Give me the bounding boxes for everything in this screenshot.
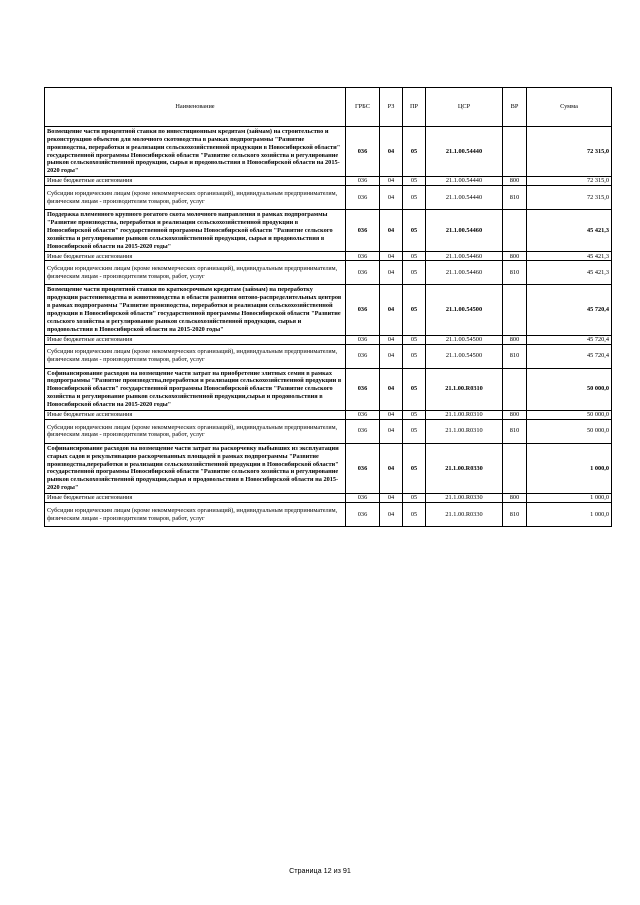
cell-pr: 05 [403,368,426,410]
cell-vr [503,127,527,177]
cell-csr: 21.1.00.54460 [426,261,503,285]
header-name: Наименование [45,88,346,127]
cell-grbs: 036 [346,419,380,443]
cell-sum: 50 000,0 [527,368,612,410]
cell-vr: 810 [503,261,527,285]
cell-sum: 1 000,0 [527,443,612,493]
cell-csr: 21.1.00.54440 [426,186,503,210]
header-csr: ЦСР [426,88,503,127]
cell-sum: 1 000,0 [527,494,612,503]
cell-grbs: 036 [346,285,380,335]
cell-csr: 21.1.00.R0310 [426,368,503,410]
cell-name: Иные бюджетные ассигнования [45,494,346,503]
cell-name: Субсидии юридическим лицам (кроме некоммерческих организаций), индивидуальным предпринимателям, физическим лицам - производителям товаров, работ, услуг [45,261,346,285]
cell-csr: 21.1.00.54500 [426,335,503,344]
page-number: Страница 12 из 91 [289,866,351,875]
cell-csr: 21.1.00.54440 [426,127,503,177]
cell-csr: 21.1.00.54440 [426,177,503,186]
cell-name: Иные бюджетные ассигнования [45,252,346,261]
cell-pr: 05 [403,335,426,344]
cell-pr: 05 [403,186,426,210]
table-row [45,494,612,503]
cell-name: Софинансирование расходов на возмещение части затрат на раскорчевку выбывших из эксплуатации старых садов и рекультивацию раскорчеванных площадей в рамках подпрограммы "Развитие производства,переработки и реализации сельскохозяйственной продукции в Новосибирской области" государственной программы Новосибирской области "Развитие сельского хозяйства и регулирование рынков сельскохозяйственной продукции,сырья и продовольствия в Новосибирской области на 2015-2020 годы" [45,443,346,493]
cell-rz: 04 [380,368,403,410]
cell-vr: 800 [503,252,527,261]
cell-csr: 21.1.00.54500 [426,285,503,335]
table-row [45,503,612,527]
cell-sum: 50 000,0 [527,410,612,419]
cell-rz: 04 [380,494,403,503]
cell-pr: 05 [403,127,426,177]
cell-rz: 04 [380,335,403,344]
cell-vr [503,285,527,335]
budget-table [44,87,612,527]
cell-csr: 21.1.00.54460 [426,210,503,252]
table-row-main [45,285,612,335]
cell-rz: 04 [380,443,403,493]
table-row [45,252,612,261]
cell-sum: 45 421,3 [527,252,612,261]
cell-pr: 05 [403,443,426,493]
header-rz: РЗ [380,88,403,127]
cell-csr: 21.1.00.R0330 [426,503,503,527]
cell-pr: 05 [403,261,426,285]
table-row [45,344,612,368]
cell-grbs: 036 [346,443,380,493]
cell-sum: 72 315,0 [527,177,612,186]
cell-grbs: 036 [346,494,380,503]
cell-name: Субсидии юридическим лицам (кроме некоммерческих организаций), индивидуальным предпринимателям, физическим лицам - производителям товаров, работ, услуг [45,344,346,368]
cell-pr: 05 [403,210,426,252]
cell-vr [503,368,527,410]
cell-sum: 45 421,3 [527,261,612,285]
header-sum: Сумма [527,88,612,127]
cell-csr: 21.1.00.54460 [426,252,503,261]
table-row [45,335,612,344]
cell-grbs: 036 [346,252,380,261]
cell-pr: 05 [403,252,426,261]
cell-grbs: 036 [346,344,380,368]
cell-sum: 72 315,0 [527,186,612,210]
cell-vr [503,210,527,252]
cell-grbs: 036 [346,186,380,210]
cell-vr: 810 [503,186,527,210]
cell-name: Субсидии юридическим лицам (кроме некоммерческих организаций), индивидуальным предпринимателям, физическим лицам - производителям товаров, работ, услуг [45,503,346,527]
cell-vr: 810 [503,503,527,527]
table-row-main [45,443,612,493]
cell-rz: 04 [380,285,403,335]
cell-csr: 21.1.00.R0330 [426,443,503,493]
cell-rz: 04 [380,186,403,210]
cell-sum: 1 000,0 [527,503,612,527]
cell-csr: 21.1.00.R0330 [426,494,503,503]
cell-pr: 05 [403,419,426,443]
cell-name: Возмещение части процентной ставки по инвестиционным кредитам (займам) на строительство и реконструкцию объектов для молочного скотоводства в рамках подпрограммы "Развитие производства, переработки и реализации сельскохозяйственной продукции в Новосибирской области" государственной программы Новосибирской области "Развитие сельского хозяйства и регулирование рынков сельскохозяйственной продукции, сырья и продовольствия в Новосибирской области на 2015-2020 годы" [45,127,346,177]
table-row [45,177,612,186]
cell-rz: 04 [380,177,403,186]
cell-rz: 04 [380,410,403,419]
cell-vr [503,443,527,493]
cell-csr: 21.1.00.R0310 [426,410,503,419]
cell-rz: 04 [380,252,403,261]
cell-rz: 04 [380,210,403,252]
cell-rz: 04 [380,419,403,443]
cell-grbs: 036 [346,368,380,410]
cell-grbs: 036 [346,177,380,186]
cell-sum: 45 720,4 [527,285,612,335]
cell-sum: 45 421,3 [527,210,612,252]
table-row-main [45,368,612,410]
header-pr: ПР [403,88,426,127]
cell-name: Софинансирование расходов на возмещение части затрат на приобретение элитных семян в рамках подпрограммы "Развитие производства,переработки и реализации сельскохозяйственной продукции в Новосибирской области" государственной программы Новосибирской области "Развитие сельского хозяйства и регулирование рынков сельскохозяйственной продукции,сырья и продовольствия в Новосибирской области на 2015-2020 годы" [45,368,346,410]
cell-vr: 810 [503,419,527,443]
cell-name: Иные бюджетные ассигнования [45,410,346,419]
table-row-main [45,127,612,177]
cell-rz: 04 [380,261,403,285]
cell-vr: 800 [503,494,527,503]
table-row [45,261,612,285]
cell-name: Иные бюджетные ассигнования [45,335,346,344]
table-row [45,419,612,443]
header-vr: ВР [503,88,527,127]
cell-name: Поддержка племенного крупного рогатого скота молочного направления в рамках подпрограммы "Развитие производства, переработки и реализации сельскохозяйственной продукции в Новосибирской области" государственной программы Новосибирской области "Развитие сельского хозяйства и регулирование рынков сельскохозяйственной продукции, сырья и продовольствия в Новосибирской области на 2015-2020 годы" [45,210,346,252]
cell-name: Субсидии юридическим лицам (кроме некоммерческих организаций), индивидуальным предпринимателям, физическим лицам - производителям товаров, работ, услуг [45,419,346,443]
cell-vr: 800 [503,410,527,419]
cell-grbs: 036 [346,335,380,344]
cell-pr: 05 [403,285,426,335]
cell-sum: 50 000,0 [527,419,612,443]
cell-rz: 04 [380,344,403,368]
cell-pr: 05 [403,177,426,186]
cell-grbs: 036 [346,503,380,527]
cell-grbs: 036 [346,210,380,252]
table-row [45,186,612,210]
table-header-row [45,88,612,127]
cell-vr: 800 [503,177,527,186]
cell-sum: 45 720,4 [527,344,612,368]
cell-csr: 21.1.00.54500 [426,344,503,368]
cell-rz: 04 [380,127,403,177]
table-row [45,410,612,419]
cell-rz: 04 [380,503,403,527]
header-grbs: ГРБС [346,88,380,127]
cell-name: Иные бюджетные ассигнования [45,177,346,186]
cell-name: Субсидии юридическим лицам (кроме некоммерческих организаций), индивидуальным предпринимателям, физическим лицам - производителям товаров, работ, услуг [45,186,346,210]
cell-pr: 05 [403,503,426,527]
cell-name: Возмещение части процентной ставки по краткосрочным кредитам (займам) на переработку продукции растениеводства и животноводства в области развития оптово-распределительных центров в рамках подпрограммы "Развитие производства, переработки и реализации сельскохозяйственной продукции в Новосибирской области" государственной программы Новосибирской области "Развитие сельского хозяйства и регулирование рынков сельскохозяйственной продукции, сырья и продовольствия в Новосибирской области на 2015-2020 годы" [45,285,346,335]
table-row-main [45,210,612,252]
cell-sum: 72 315,0 [527,127,612,177]
cell-vr: 810 [503,344,527,368]
cell-grbs: 036 [346,410,380,419]
cell-vr: 800 [503,335,527,344]
cell-grbs: 036 [346,127,380,177]
cell-grbs: 036 [346,261,380,285]
cell-sum: 45 720,4 [527,335,612,344]
cell-pr: 05 [403,494,426,503]
cell-csr: 21.1.00.R0310 [426,419,503,443]
cell-pr: 05 [403,344,426,368]
cell-pr: 05 [403,410,426,419]
